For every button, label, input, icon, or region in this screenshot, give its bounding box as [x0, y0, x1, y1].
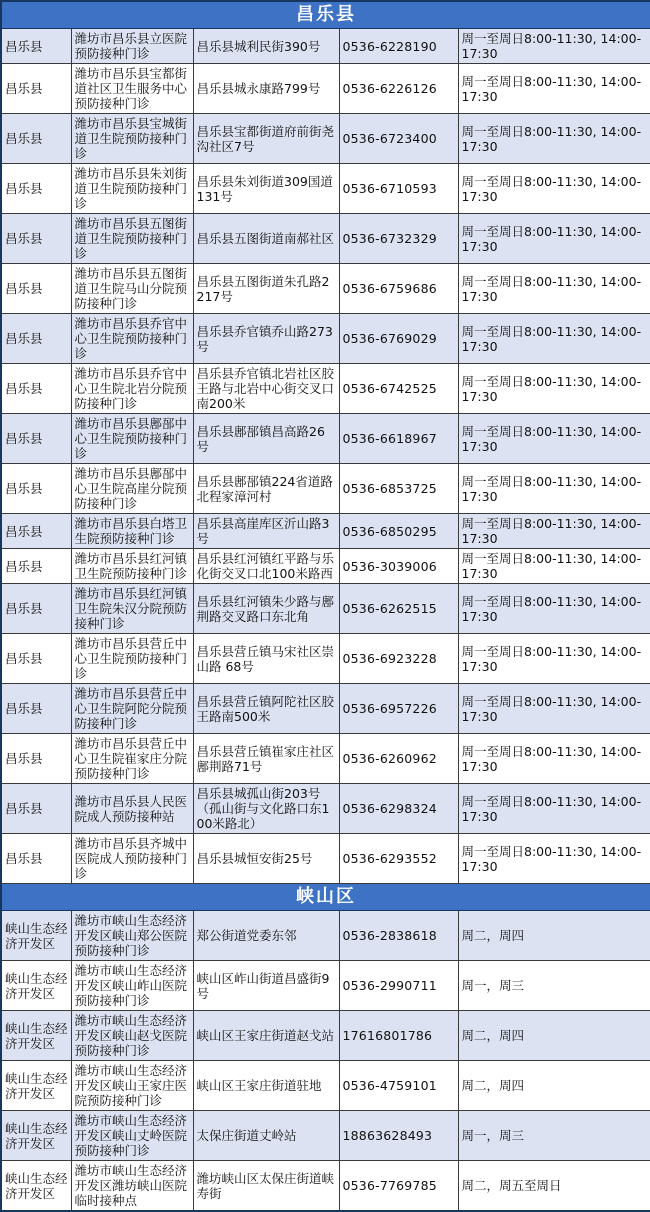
address-cell: 昌乐县乔官镇北岩社区胶王路与北岩中心街交叉口南200米 [193, 364, 339, 414]
phone-cell: 0536-6850295 [339, 514, 458, 549]
hours-cell: 周一至周日8:00-11:30, 14:00-17:30 [458, 414, 650, 464]
address-cell: 昌乐县城恒安街25号 [193, 834, 339, 884]
district-cell: 昌乐县 [1, 214, 71, 264]
district-cell: 昌乐县 [1, 549, 71, 584]
clinic-row [1, 214, 650, 264]
district-cell: 昌乐县 [1, 29, 71, 64]
clinic-row [1, 1111, 650, 1161]
address-cell: 昌乐县城永康路799号 [193, 64, 339, 114]
address-cell: 昌乐县宝都街道府前街尧沟社区7号 [193, 114, 339, 164]
clinic-name-cell: 潍坊市昌乐县宝都街道社区卫生服务中心预防接种门诊 [71, 64, 193, 114]
clinic-row [1, 734, 650, 784]
hours-cell: 周一至周日8:00-11:30, 14:00-17:30 [458, 784, 650, 834]
district-cell: 昌乐县 [1, 684, 71, 734]
clinic-name-cell: 潍坊市昌乐县营丘中心卫生院预防接种门诊 [71, 634, 193, 684]
clinic-row [1, 911, 650, 961]
district-cell: 昌乐县 [1, 114, 71, 164]
clinic-row [1, 164, 650, 214]
clinic-row [1, 264, 650, 314]
district-cell: 昌乐县 [1, 164, 71, 214]
address-cell: 昌乐县城孤山街203号（孤山街与文化路口东100米路北） [193, 784, 339, 834]
clinic-row [1, 464, 650, 514]
district-cell: 昌乐县 [1, 784, 71, 834]
hours-cell: 周二，周五至周日 [458, 1161, 650, 1212]
hours-cell: 周一至周日8:00-11:30, 14:00-17:30 [458, 364, 650, 414]
phone-cell: 0536-2990711 [339, 961, 458, 1011]
district-cell: 峡山生态经济开发区 [1, 1111, 71, 1161]
clinic-name-cell: 潍坊市昌乐县宝城街道卫生院预防接种门诊 [71, 114, 193, 164]
hours-cell: 周一至周日8:00-11:30, 14:00-17:30 [458, 684, 650, 734]
district-cell: 昌乐县 [1, 464, 71, 514]
phone-cell: 0536-6262515 [339, 584, 458, 634]
hours-cell: 周二，周四 [458, 1061, 650, 1111]
clinic-name-cell: 潍坊市昌乐县营丘中心卫生院崔家庄分院预防接种门诊 [71, 734, 193, 784]
clinic-row [1, 684, 650, 734]
address-cell: 昌乐县乔官镇乔山路273号 [193, 314, 339, 364]
hours-cell: 周一至周日8:00-11:30, 14:00-17:30 [458, 64, 650, 114]
address-cell: 太保庄街道丈岭站 [193, 1111, 339, 1161]
clinic-name-cell: 潍坊市昌乐县红河镇卫生院朱汉分院预防接种门诊 [71, 584, 193, 634]
clinic-row [1, 514, 650, 549]
phone-cell: 0536-6853725 [339, 464, 458, 514]
address-cell: 峡山区王家庄街道驻地 [193, 1061, 339, 1111]
hours-cell: 周一至周日8:00-11:30, 14:00-17:30 [458, 214, 650, 264]
clinic-row [1, 1011, 650, 1061]
clinic-name-cell: 潍坊市昌乐县乔官中心卫生院预防接种门诊 [71, 314, 193, 364]
district-cell: 昌乐县 [1, 64, 71, 114]
district-cell: 峡山生态经济开发区 [1, 911, 71, 961]
clinic-name-cell: 潍坊市昌乐县鄌郚中心卫生院预防接种门诊 [71, 414, 193, 464]
hours-cell: 周二，周四 [458, 911, 650, 961]
hours-cell: 周一至周日8:00-11:30, 14:00-17:30 [458, 164, 650, 214]
district-cell: 昌乐县 [1, 734, 71, 784]
phone-cell: 0536-7769785 [339, 1161, 458, 1212]
clinic-row [1, 634, 650, 684]
address-cell: 昌乐县鄌郚镇224省道路北程家漳河村 [193, 464, 339, 514]
district-cell: 昌乐县 [1, 834, 71, 884]
address-cell: 郑公街道党委东邻 [193, 911, 339, 961]
address-cell: 昌乐县高崖库区沂山路3号 [193, 514, 339, 549]
clinic-name-cell: 潍坊市昌乐县五图街道卫生院预防接种门诊 [71, 214, 193, 264]
phone-cell: 0536-6226126 [339, 64, 458, 114]
district-cell: 昌乐县 [1, 634, 71, 684]
hours-cell: 周一，周三 [458, 1111, 650, 1161]
clinic-row [1, 549, 650, 584]
hours-cell: 周一至周日8:00-11:30, 14:00-17:30 [458, 114, 650, 164]
address-cell: 昌乐县五图街道朱孔路2217号 [193, 264, 339, 314]
phone-cell: 0536-6742525 [339, 364, 458, 414]
phone-cell: 0536-6618967 [339, 414, 458, 464]
clinic-name-cell: 潍坊市昌乐县红河镇卫生院预防接种门诊 [71, 549, 193, 584]
clinic-name-cell: 潍坊市昌乐县乔官中心卫生院北岩分院预防接种门诊 [71, 364, 193, 414]
clinic-name-cell: 潍坊市峡山生态经济开发区峡山郑公医院预防接种门诊 [71, 911, 193, 961]
clinic-name-cell: 潍坊市昌乐县鄌郚中心卫生院高崖分院预防接种门诊 [71, 464, 193, 514]
hours-cell: 周二，周四 [458, 1011, 650, 1061]
clinic-row [1, 834, 650, 884]
clinic-name-cell: 潍坊市峡山生态经济开发区峡山岞山医院预防接种门诊 [71, 961, 193, 1011]
clinic-row [1, 784, 650, 834]
clinic-name-cell: 潍坊市峡山生态经济开发区峡山丈岭医院预防接种门诊 [71, 1111, 193, 1161]
phone-cell: 0536-6732329 [339, 214, 458, 264]
clinic-name-cell: 潍坊市峡山生态经济开发区峡山赵戈医院预防接种门诊 [71, 1011, 193, 1061]
hours-cell: 周一至周日8:00-11:30, 14:00-17:30 [458, 834, 650, 884]
section-header-row [1, 1, 650, 29]
section-title: 昌乐县 [1, 1, 650, 29]
clinic-name-cell: 潍坊市峡山生态经济开发区峡山王家庄医院预防接种门诊 [71, 1061, 193, 1111]
clinic-row [1, 64, 650, 114]
address-cell: 潍坊峡山区太保庄街道峡寿街 [193, 1161, 339, 1212]
phone-cell: 0536-6710593 [339, 164, 458, 214]
clinic-name-cell: 潍坊市昌乐县立医院预防接种门诊 [71, 29, 193, 64]
phone-cell: 0536-6923228 [339, 634, 458, 684]
clinic-row [1, 961, 650, 1011]
hours-cell: 周一，周三 [458, 961, 650, 1011]
clinic-name-cell: 潍坊市昌乐县齐城中医院成人预防接种门诊 [71, 834, 193, 884]
address-cell: 峡山区岞山街道昌盛街9号 [193, 961, 339, 1011]
district-cell: 昌乐县 [1, 264, 71, 314]
clinic-row [1, 584, 650, 634]
address-cell: 昌乐县城利民街390号 [193, 29, 339, 64]
district-cell: 峡山生态经济开发区 [1, 1161, 71, 1212]
clinic-row [1, 364, 650, 414]
hours-cell: 周一至周日8:00-11:30, 14:00-17:30 [458, 634, 650, 684]
clinic-name-cell: 潍坊市峡山生态经济开发区潍坊峡山医院临时接种点 [71, 1161, 193, 1212]
address-cell: 昌乐县鄌郚镇昌高路26号 [193, 414, 339, 464]
district-cell: 昌乐县 [1, 514, 71, 549]
hours-cell: 周一至周日8:00-11:30, 14:00-17:30 [458, 584, 650, 634]
phone-cell: 0536-4759101 [339, 1061, 458, 1111]
address-cell: 昌乐县朱刘街道309国道131号 [193, 164, 339, 214]
phone-cell: 18863628493 [339, 1111, 458, 1161]
phone-cell: 0536-6723400 [339, 114, 458, 164]
phone-cell: 0536-2838618 [339, 911, 458, 961]
address-cell: 昌乐县红河镇朱少路与鄌荆路交叉路口东北角 [193, 584, 339, 634]
phone-cell: 0536-6293552 [339, 834, 458, 884]
phone-cell: 0536-6298324 [339, 784, 458, 834]
clinic-name-cell: 潍坊市昌乐县白塔卫生院预防接种门诊 [71, 514, 193, 549]
district-cell: 峡山生态经济开发区 [1, 961, 71, 1011]
clinic-row [1, 314, 650, 364]
hours-cell: 周一至周日8:00-11:30, 14:00-17:30 [458, 264, 650, 314]
clinic-row [1, 114, 650, 164]
clinic-name-cell: 潍坊市昌乐县营丘中心卫生院阿陀分院预防接种门诊 [71, 684, 193, 734]
district-cell: 昌乐县 [1, 364, 71, 414]
section-title: 峡山区 [1, 884, 650, 911]
phone-cell: 0536-6228190 [339, 29, 458, 64]
district-cell: 昌乐县 [1, 314, 71, 364]
district-cell: 昌乐县 [1, 584, 71, 634]
phone-cell: 0536-6769029 [339, 314, 458, 364]
clinic-name-cell: 潍坊市昌乐县五图街道卫生院马山分院预防接种门诊 [71, 264, 193, 314]
hours-cell: 周一至周日8:00-11:30, 14:00-17:30 [458, 314, 650, 364]
address-cell: 昌乐县红河镇红平路与乐化街交叉口北100米路西 [193, 549, 339, 584]
address-cell: 昌乐县营丘镇崔家庄社区鄌荆路71号 [193, 734, 339, 784]
phone-cell: 17616801786 [339, 1011, 458, 1061]
clinic-table-body [1, 1, 650, 1211]
phone-cell: 0536-6260962 [339, 734, 458, 784]
clinic-row [1, 1161, 650, 1212]
district-cell: 峡山生态经济开发区 [1, 1011, 71, 1061]
phone-cell: 0536-6759686 [339, 264, 458, 314]
phone-cell: 0536-6957226 [339, 684, 458, 734]
clinic-row [1, 414, 650, 464]
clinic-row [1, 1061, 650, 1111]
clinic-row [1, 29, 650, 64]
hours-cell: 周一至周日8:00-11:30, 14:00-17:30 [458, 549, 650, 584]
hours-cell: 周一至周日8:00-11:30, 14:00-17:30 [458, 514, 650, 549]
clinic-name-cell: 潍坊市昌乐县朱刘街道卫生院预防接种门诊 [71, 164, 193, 214]
hours-cell: 周一至周日8:00-11:30, 14:00-17:30 [458, 29, 650, 64]
district-cell: 峡山生态经济开发区 [1, 1061, 71, 1111]
hours-cell: 周一至周日8:00-11:30, 14:00-17:30 [458, 734, 650, 784]
section-header-row [1, 884, 650, 911]
district-cell: 昌乐县 [1, 414, 71, 464]
address-cell: 昌乐县五图街道南郝社区 [193, 214, 339, 264]
phone-cell: 0536-3039006 [339, 549, 458, 584]
hours-cell: 周一至周日8:00-11:30, 14:00-17:30 [458, 464, 650, 514]
address-cell: 昌乐县营丘镇马宋社区崇山路 68号 [193, 634, 339, 684]
clinic-name-cell: 潍坊市昌乐县人民医院成人预防接种站 [71, 784, 193, 834]
address-cell: 昌乐县营丘镇阿陀社区胶王路南500米 [193, 684, 339, 734]
address-cell: 峡山区王家庄街道赵戈站 [193, 1011, 339, 1061]
